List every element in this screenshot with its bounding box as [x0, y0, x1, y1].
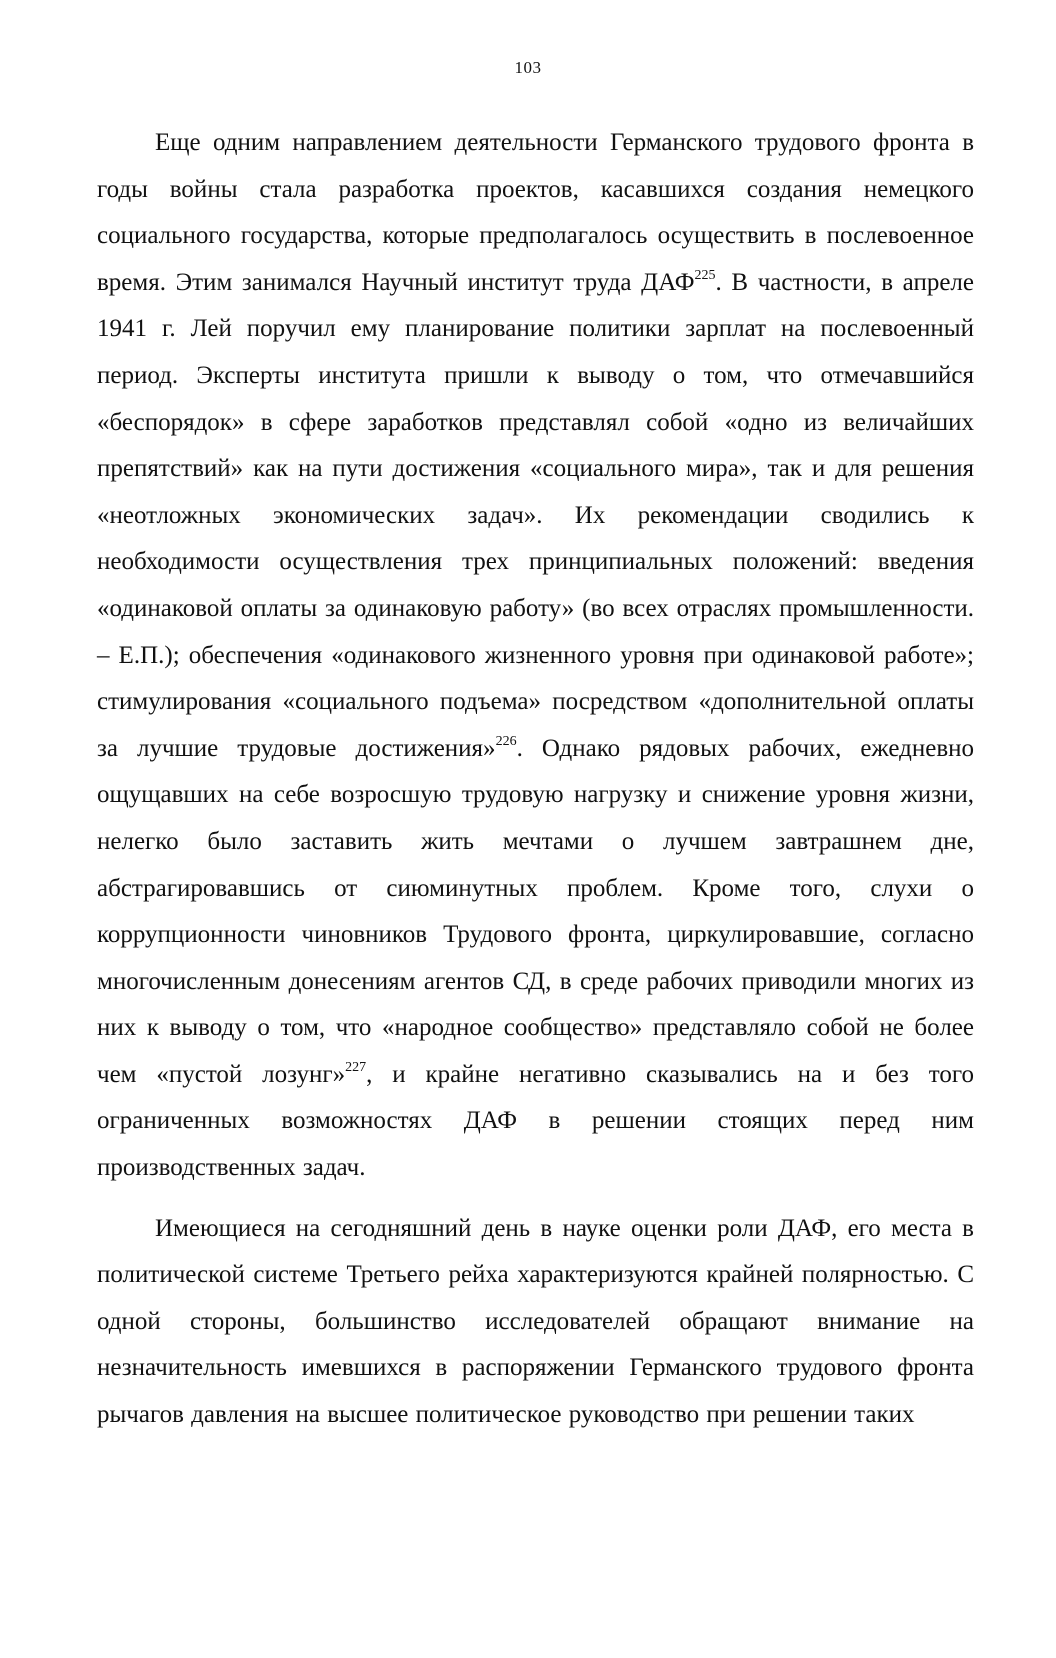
- paragraph-1-text-1: Еще одним направлением деятельности Германского трудового фронта в годы войны стала разработка проектов, касавшихся создания немецкого социального государства, которые предполагалось осуществить в послевоенное время. Этим занимался Научный институт труда ДАФ: [97, 129, 974, 296]
- paragraph-1: [97, 120, 974, 1192]
- paragraph-1-text-2: . В частности, в апреле 1941 г. Лей поручил ему планирование политики зарплат на послевоенный период. Эксперты института пришли к выводу о том, что отмечавшийся «беспорядок» в сфере заработков представлял собой «одно из величайших препятствий» как на пути достижения «социального мира», так и для решения «неотложных экономических задач». Их рекомендации сводились к необходимости осуществления трех принципиальных положений: введения «одинаковой оплаты за одинаковую работу» (во всех отраслях промышленности. – Е.П.); обеспечения «одинакового жизненного уровня при одинаковой работе»; стимулирования «социального подъема» посредством «дополнительной оплаты за лучшие трудовые достижения»: [97, 268, 974, 762]
- paragraph-1-text-3: . Однако рядовых рабочих, ежедневно ощущавших на себе возросшую трудовую нагрузку и снижение уровня жизни, нелегко было заставить жить мечтами о лучшем завтрашнем дне, абстрагировавшись от сиюминутных проблем. Кроме того, слухи о коррупционности чиновников Трудового фронта, циркулировавшие, согласно многочисленным донесениям агентов СД, в среде рабочих приводили многих из них к выводу о том, что «народное сообщество» представляло собой не более чем «пустой лозунг»: [97, 734, 975, 1088]
- paragraph-2-text-1: Имеющиеся на сегодняшний день в науке оценки роли ДАФ, его места в политической системе Третьего рейха характеризуются крайней полярностью. С одной стороны, большинство исследователей обращают внимание на незначительность имевшихся в распоряжении Германского трудового фронта рычагов давления на высшее политическое руководство при решении таких: [97, 1214, 974, 1429]
- page-body: [97, 120, 974, 1439]
- paragraph-2: [97, 1206, 974, 1439]
- page-number: 103: [514, 58, 542, 77]
- footnote-ref-225: 225: [694, 267, 716, 283]
- paragraph-1-text-4: , и крайне негативно сказывались на и без того ограниченных возможностях ДАФ в решении стоящих перед ним производственных задач.: [97, 1060, 974, 1182]
- footnote-ref-226: 226: [495, 733, 517, 749]
- footnote-ref-227: 227: [345, 1059, 367, 1075]
